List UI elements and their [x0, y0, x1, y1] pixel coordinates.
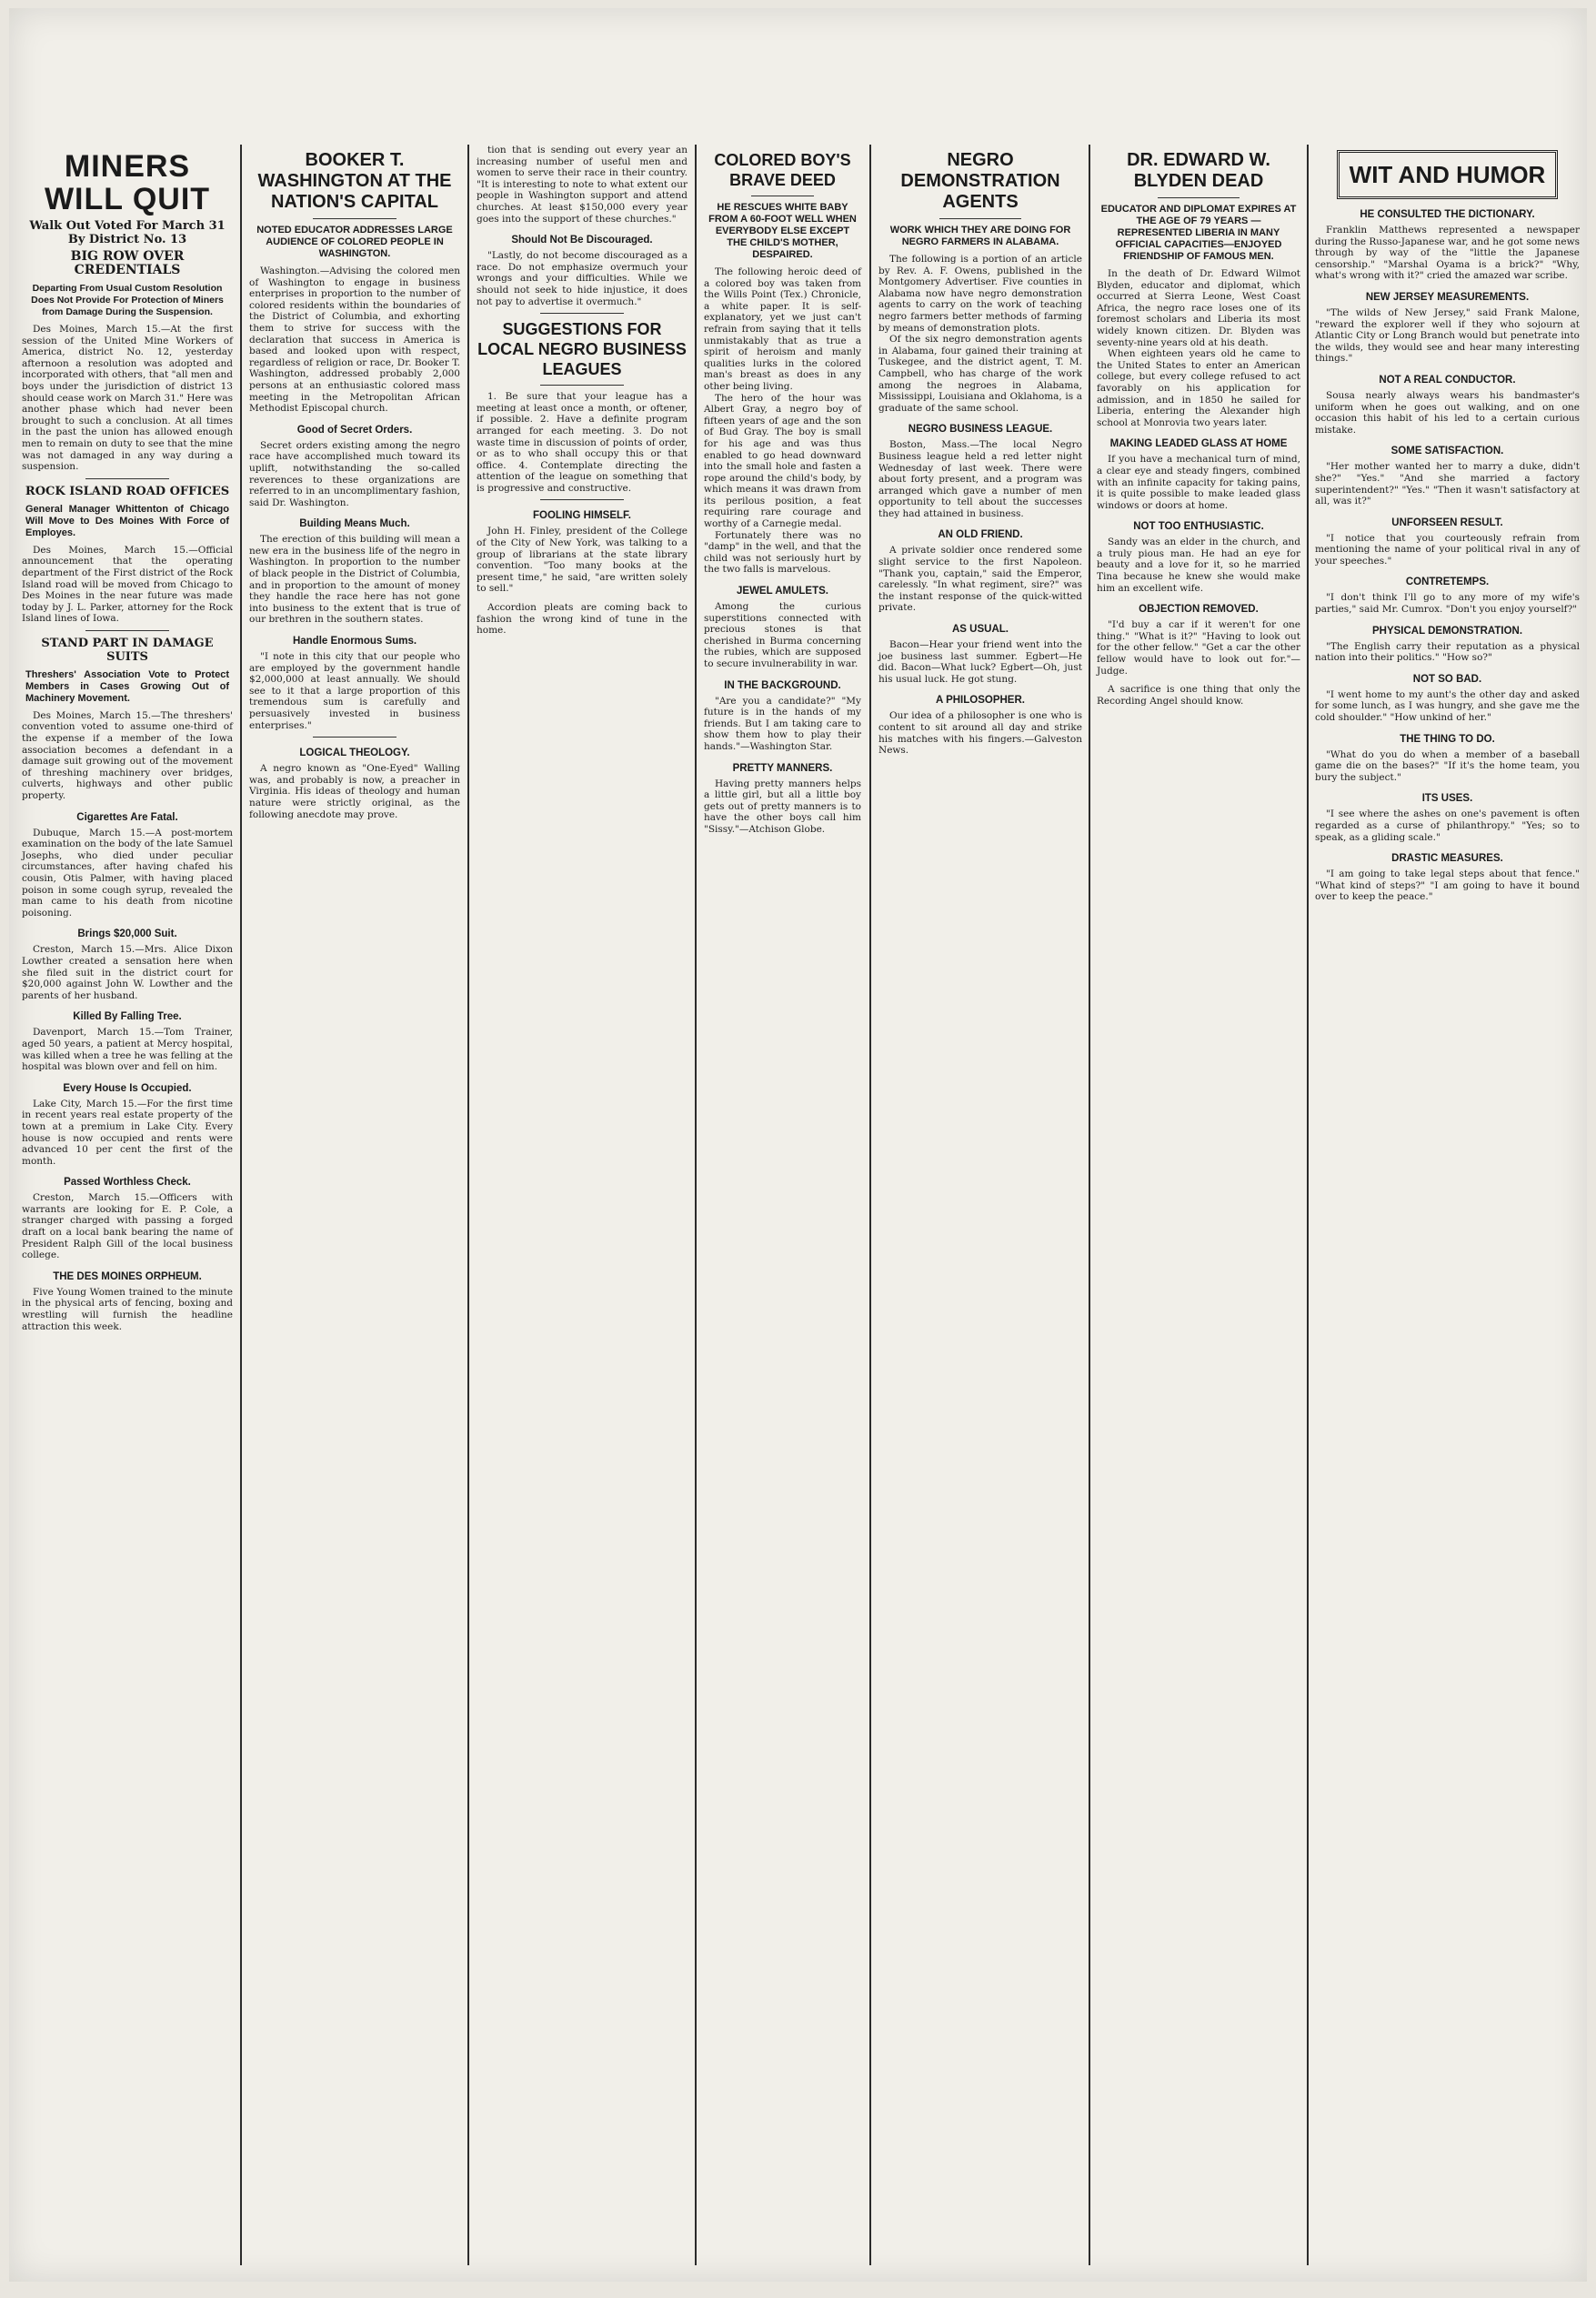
- item-heading: Handle Enormous Sums.: [292, 636, 417, 647]
- column-rule: [1307, 145, 1309, 2265]
- item-heading: ITS USES.: [1421, 793, 1473, 805]
- headline-pretty-manners: PRETTY MANNERS.: [732, 762, 833, 774]
- item-heading: NEW JERSEY MEASUREMENTS.: [1365, 291, 1530, 303]
- article-body: A private soldier once rendered some slight service to the first Napoleon. "Thank you, captain," said the Emperor, carelessly. "In what regiment, sire?" was the instant response of the quick-witted private.: [878, 545, 1082, 614]
- article-body: In the death of Dr. Edward Wilmot Blyden, educator and diplomat, which occurred at Sierra Leone, West Coast Africa, the negro race loses one of its foremost scholars and Liberia its most widely known citizen. Dr. Blyden was seventy-nine years old at his death.: [1097, 268, 1300, 348]
- item-body: Dubuque, March 15.—A post-mortem examination on the body of the late Samuel Josephs, who died under peculiar circumstances, after having chafed his cousin, Otis Palmer, with having placed poison in some cough syrup, revealed the man came to his death from nicotine poisoning.: [22, 827, 233, 918]
- column-rule: [1089, 145, 1090, 2265]
- item-body: "I am going to take legal steps about that fence." "What kind of steps?" "I am going to have it bound over to keep the peace.": [1315, 868, 1580, 903]
- item-body: "I notice that you courteously refrain from mentioning the name of your political rival in any of your speeches.": [1315, 532, 1580, 567]
- deck-brave-deed: HE RESCUES WHITE BABY FROM A 60-FOOT WELL WHEN EVERYBODY ELSE EXCEPT THE CHILD'S MOTHER, DESPAIRED.: [708, 202, 857, 260]
- article-body: The hero of the hour was Albert Gray, a negro boy of fifteen years of age and the son of Bud Gray. The boy is small for his age and was thus enabled to go head downward into the small hole and fasten a rope around the child's body, by which means it was drawn from its perilous position, a feat requiring rare courage and worthy of a Carnegie medal.: [704, 392, 861, 530]
- headline-business-league: NEGRO BUSINESS LEAGUE.: [908, 424, 1053, 436]
- column-5: [873, 145, 1088, 2265]
- article-body: tion that is sending out every year an increasing number of useful men and women to serve their race in their country. "It is interesting to note to what extent our people in Washington support and attend churches. At least $150,000 every year goes into the support of these churches.": [477, 145, 688, 225]
- item-heading: SOME SATISFACTION.: [1390, 446, 1504, 457]
- column-rule: [240, 145, 242, 2265]
- item-body: "The wilds of New Jersey," said Frank Malone, "reward the explorer well if they who sojourn at Atlantic City or Long Branch would but penetrate into the wilds, they would see and hear many interesting things.": [1315, 306, 1580, 365]
- column-1: [16, 145, 238, 2265]
- article-body: Des Moines, March 15.—At the first session of the United Mine Workers of America, district No. 12, yesterday afternoon a resolution was adopted and incorporated with others, that "all men and boys under the jurisdiction of district 13 should cease work on March 31." Here was another phase which had never been brought to such a conclusion. At all times in the past the union has allowed enough men to remain on duty to see that the mine was not damaged in any way during a suspension.: [22, 324, 233, 473]
- headline-miners: MINERS WILL QUIT: [44, 149, 211, 216]
- item-body: "I went home to my aunt's the other day and asked for some lunch, as I was hungry, and she gave me the cold shoulder." "How unkind of her.": [1315, 688, 1580, 724]
- item-heading: NOT SO BAD.: [1412, 673, 1482, 685]
- article-body: Sandy was an elder in the church, and a truly pious man. He had an eye for beauty and a love for it, so he married Tina because he knew she would make him an excellent wife.: [1097, 537, 1300, 594]
- wit-and-humor-banner: [1337, 150, 1558, 199]
- item-heading: DRASTIC MEASURES.: [1391, 853, 1503, 865]
- article-body: Our idea of a philosopher is one who is content to sit around all day and strike his matches with his fingers.—Galveston News.: [878, 710, 1082, 757]
- headline-philosopher: A PHILOSOPHER.: [936, 695, 1025, 707]
- deck-demonstration-agents: WORK WHICH THEY ARE DOING FOR NEGRO FARMERS IN ALABAMA.: [889, 225, 1071, 247]
- item-body: Franklin Matthews represented a newspaper during the Russo-Japanese war, and he got some news through by way of the "little the Japanese censorship." "Marshal Oyama is a brick?" "Why, what's wrong with it?" cried the amazed war scribe.: [1315, 225, 1580, 282]
- item-body: "The English carry their reputation as a physical nation into their politics." "How so?": [1315, 640, 1580, 664]
- item-heading: Every House Is Occupied.: [63, 1082, 192, 1094]
- item-body: Sousa nearly always wears his bandmaster's uniform when he goes out walking, and on one occasion this habit of his led to a certain curious mistake.: [1315, 389, 1580, 436]
- divider: [1158, 197, 1240, 198]
- article-body: Boston, Mass.—The local Negro Business league held a red letter night Wednesday of last week. There were about forty present, and a program was arranged which gave a number of men opportunity to tell about the successes they had attained in business.: [878, 439, 1082, 519]
- item-heading: CONTRETEMPS.: [1405, 577, 1490, 588]
- column-6: [1091, 145, 1306, 2265]
- article-body: Having pretty manners helps a little girl, but all a little boy gets out of pretty manners is to have the other boys call him "Sissy."—Atchison Globe.: [704, 778, 861, 835]
- article-body: The following heroic deed of a colored boy was taken from the Wills Point (Tex.) Chronicle, a white paper. It is self-explanatory, yet we just can't refrain from saying that it tells unmistakably that as true a spirit of heroism and manly qualities lurks in the colored man's breast as does in any other being living.: [704, 266, 861, 392]
- column-2: [244, 145, 466, 2265]
- article-body: Of the six negro demonstration agents in Alabama, four gained their training at Tuskegee, and the district agent, T. M. Campbell, who has charge of the work among the negroes in Alabama, Mississippi, Louisiana and Oklahoma, is a graduate of the same school.: [878, 334, 1082, 414]
- divider: [85, 630, 170, 631]
- article-body: Fortunately there was no "damp" in the well, and that the child was not seriously hurt by the two falls is marvelous.: [704, 529, 861, 576]
- item-heading: Killed By Falling Tree.: [73, 1011, 182, 1023]
- article-body: When eighteen years old he came to the United States to enter an American college, but every college refused to act favorably on his application for admission, and in 1850 he sailed for Liberia, entering the Alexander high school at Monrovia two years later.: [1097, 348, 1300, 428]
- divider: [85, 478, 170, 479]
- headline-background: IN THE BACKGROUND.: [724, 679, 841, 691]
- column-rule: [695, 145, 697, 2265]
- deck-booker-washington: NOTED EDUCATOR ADDRESSES LARGE AUDIENCE OF COLORED PEOPLE IN WASHINGTON.: [256, 225, 453, 259]
- headline-suggestions: SUGGESTIONS FOR LOCAL NEGRO BUSINESS LEAGUES: [477, 320, 687, 379]
- item-heading: NOT A REAL CONDUCTOR.: [1379, 374, 1516, 386]
- item-heading: Good of Secret Orders.: [296, 424, 413, 436]
- item-heading: THE THING TO DO.: [1400, 733, 1495, 745]
- divider: [939, 218, 1021, 219]
- article-body: Des Moines, March 15.—Official announcement that the operating department of the First district of the Rock Island road will be moved from Chicago to Des Moines in the near future was made today by J. L. Parker, attorney for the Rock Island lines of Iowa.: [22, 544, 233, 625]
- article-body: 1. Be sure that your league has a meeting at least once a month, or oftener, if possible. 2. Have a definite program arranged for each meeting. 3. Do not waste time in discussion of points of order, or as to who shall occupy this or that office. 4. Contemplate directing the attention of the league on something that is progressive and constructive.: [477, 391, 688, 494]
- headline-as-usual: AS USUAL.: [952, 624, 1009, 636]
- column-3: [471, 145, 693, 2265]
- item-body: Secret orders existing among the negro race have accomplished much toward its uplift, notwithstanding the so-called reverences to these organizations are referred to in an uncomplimentary fashion, said Dr. Washington.: [249, 439, 460, 508]
- article-body: "Are you a candidate?" "My future is in the hands of my friends. But I am taking care to show them how to play their hands."—Washington Star.: [704, 695, 861, 752]
- deck-damage-suits: Threshers' Association Vote to Protect Members in Cases Growing Out of Machinery Movement.: [25, 668, 229, 704]
- headline-jewel-amulets: JEWEL AMULETS.: [737, 586, 828, 597]
- headline-old-friend: AN OLD FRIEND.: [938, 529, 1023, 541]
- item-body: Lake City, March 15.—For the first time in recent years real estate property of the town at a premium in Lake City. Every house is now occupied and rents were advanced 10 per cent the first of the month.: [22, 1098, 233, 1167]
- item-heading: HE CONSULTED THE DICTIONARY.: [1360, 209, 1535, 220]
- column-rule: [869, 145, 871, 2265]
- item-body: "I see where the ashes on one's pavement is often regarded as a curse of philanthropy." "Yes; so to speak, as a gliding scale.": [1315, 808, 1580, 843]
- headline-damage-suits: STAND PART IN DAMAGE SUITS: [41, 636, 214, 664]
- deck-miners: Walk Out Voted For March 31 By District No. 13: [29, 219, 226, 246]
- headline-booker-washington: BOOKER T. WASHINGTON AT THE NATION'S CAPITAL: [257, 150, 452, 212]
- deck-rock-island: General Manager Whittenton of Chicago Will Move to Des Moines With Force of Employes.: [25, 503, 229, 538]
- divider: [540, 313, 625, 314]
- item-body: "I don't think I'll go to any more of my wife's parties," said Mr. Cumrox. "Don't you enjoy yourself?": [1315, 592, 1580, 616]
- item-heading: Cigarettes Are Fatal.: [76, 811, 178, 823]
- article-body: The following is a portion of an article by Rev. A. F. Owens, published in the Montgomery Advertiser. Five counties in Alabama now have negro demonstration agents to carry on the work of teaching negro farmers better methods of farming by means of demonstration plots.: [878, 254, 1082, 334]
- divider: [313, 218, 397, 219]
- headline-fooling-himself: FOOLING HIMSELF.: [533, 510, 631, 522]
- headline-logical-theology: LOGICAL THEOLOGY.: [299, 748, 410, 759]
- divider: [540, 385, 625, 386]
- subdeck-credentials: Departing From Usual Custom Resolution Does Not Provide For Protection of Miners from Damage During the Suspension.: [31, 283, 224, 317]
- item-heading: Brings $20,000 Suit.: [77, 928, 177, 940]
- item-body: Creston, March 15.—Officers with warrants are looking for E. P. Cole, a stranger charged with passing a forged draft on a local bank bearing the name of President Ralph Gill of the local business college.: [22, 1192, 233, 1261]
- article-body: Des Moines, March 15.—The threshers' convention voted to assume one-third of the expense if a member of the Iowa association becomes a defendant in a damage suit growing out of the movement of threshing machinery over bridges, culverts, highways and other public property.: [22, 709, 233, 802]
- article-body: Among the curious superstitions connected with precious stones is that cherished in Burma concerning the rubies, which are supposed to secure invulnerability in war.: [704, 601, 861, 669]
- article-body: Washington.—Advising the colored men of Washington to engage in business enterprises in proportion to the number of colored residents within the boundaries of the District of Columbia, and exhorting them to strive for success with the declaration that success in America is based and looked upon with respect, regardless of religion or race, Dr. Booker T. Washington, addressed probably 2,000 persons at an enthusiastic colored mass meeting in the Metropolitan African Methodist Episcopal church.: [249, 266, 460, 415]
- item-body: "I note in this city that our people who are employed by the government handle $2,000,000 at least annually. We should see to it that a large proportion of this tremendous sum is carefully and persuasively invested in business enterprises.": [249, 651, 460, 731]
- article-body: Five Young Women trained to the minute in the physical arts of fencing, boxing and wrestling will furnish the headline attraction this week.: [22, 1286, 233, 1332]
- item-heading: Building Means Much.: [299, 518, 410, 530]
- headline-orpheum: THE DES MOINES ORPHEUM.: [53, 1270, 202, 1282]
- article-body: A negro known as "One-Eyed" Walling was, and probably is now, a preacher in Virginia. His ideas of theology and human nature were strictly original, as the following anecdote may prove.: [249, 763, 460, 820]
- article-body: "I'd buy a car if it weren't for one thing." "What is it?" "Having to look out for the other fellow." "Get a car the other fellow would have to look out for."—Judge.: [1097, 619, 1300, 677]
- column-rule: [467, 145, 469, 2265]
- filler-line: A sacrifice is one thing that only the Recording Angel should know.: [1097, 684, 1300, 707]
- item-body: "What do you do when a member of a baseball game die on the bases?" "If it's the home team, you bury the subject.": [1315, 748, 1580, 783]
- article-body: John H. Finley, president of the College of the City of New York, was talking to a group of librarians at the state library convention. "Too many books at the present time," he said, "are written solely to sell.": [477, 526, 688, 595]
- headline-rock-island: ROCK ISLAND ROAD OFFICES: [25, 484, 230, 498]
- headline-not-enthusiastic: NOT TOO ENTHUSIASTIC.: [1133, 521, 1264, 533]
- item-heading: UNFORSEEN RESULT.: [1391, 517, 1503, 528]
- divider: [540, 499, 625, 500]
- item-body: "Lastly, do not become discouraged as a race. Do not emphasize overmuch your wrongs and your difficulties. While we should not seek to hide injustice, it does not pay to advertise it overmuch.": [477, 250, 688, 307]
- column-4: [698, 145, 867, 2265]
- headline-objection-removed: OBJECTION REMOVED.: [1139, 604, 1259, 616]
- headline-brave-deed: COLORED BOY'S BRAVE DEED: [714, 151, 851, 189]
- headline-wit-humor: WIT AND HUMOR: [1349, 161, 1546, 188]
- article-body: If you have a mechanical turn of mind, a clear eye and steady fingers, combined with an infinite capacity for taking pains, it is quite possible to make leaded glass windows or doors at home.: [1097, 454, 1300, 511]
- item-heading: Should Not Be Discouraged.: [511, 235, 653, 246]
- headline-blyden: DR. EDWARD W. BLYDEN DEAD: [1127, 150, 1270, 191]
- divider: [313, 737, 397, 738]
- item-body: The erection of this building will mean a new era in the business life of the negro in Washington. In proportion to the number of black people in the District of Columbia, and in proportion to the amount of money they handle the race here has not gone into business to the extent that is true of our brethren in the southern states.: [249, 534, 460, 626]
- deck-blyden: EDUCATOR AND DIPLOMAT EXPIRES AT THE AGE OF 79 YEARS —REPRESENTED LIBERIA IN MANY OFFICIAL CAPACITIES—ENJOYED FRIENDSHIP OF FAMOUS MEN.: [1100, 204, 1297, 262]
- item-body: Creston, March 15.—Mrs. Alice Dixon Lowther created a sensation here when she filed suit in the district court for $20,000 against John W. Lowther and the parents of her husband.: [22, 944, 233, 1001]
- column-7: [1310, 145, 1585, 2265]
- item-heading: Passed Worthless Check.: [64, 1177, 191, 1189]
- headline-leaded-glass: MAKING LEADED GLASS AT HOME: [1109, 438, 1288, 450]
- headline-demonstration-agents: NEGRO DEMONSTRATION AGENTS: [900, 150, 1060, 212]
- item-body: Davenport, March 15.—Tom Trainer, aged 50 years, a patient at Mercy hospital, was killed when a tree he was felling at the hospital was blown over and fell on him.: [22, 1027, 233, 1073]
- filler-line: Accordion pleats are coming back to fashion the wrong kind of tune in the home.: [477, 602, 688, 637]
- item-body: "Her mother wanted her to marry a duke, didn't she?" "Yes." "And she married a factory superintendent?" "Yes." "Then it wasn't satisfactory at all, was it?": [1315, 461, 1580, 507]
- subhead-credentials: BIG ROW OVER CREDENTIALS: [70, 249, 185, 277]
- article-body: Bacon—Hear your friend went into the joe business last summer. Egbert—He did. Bacon—What luck? Egbert—Oh, just his usual luck. He got stung.: [878, 639, 1082, 685]
- item-heading: PHYSICAL DEMONSTRATION.: [1371, 625, 1523, 637]
- newspaper-page: [9, 8, 1587, 2282]
